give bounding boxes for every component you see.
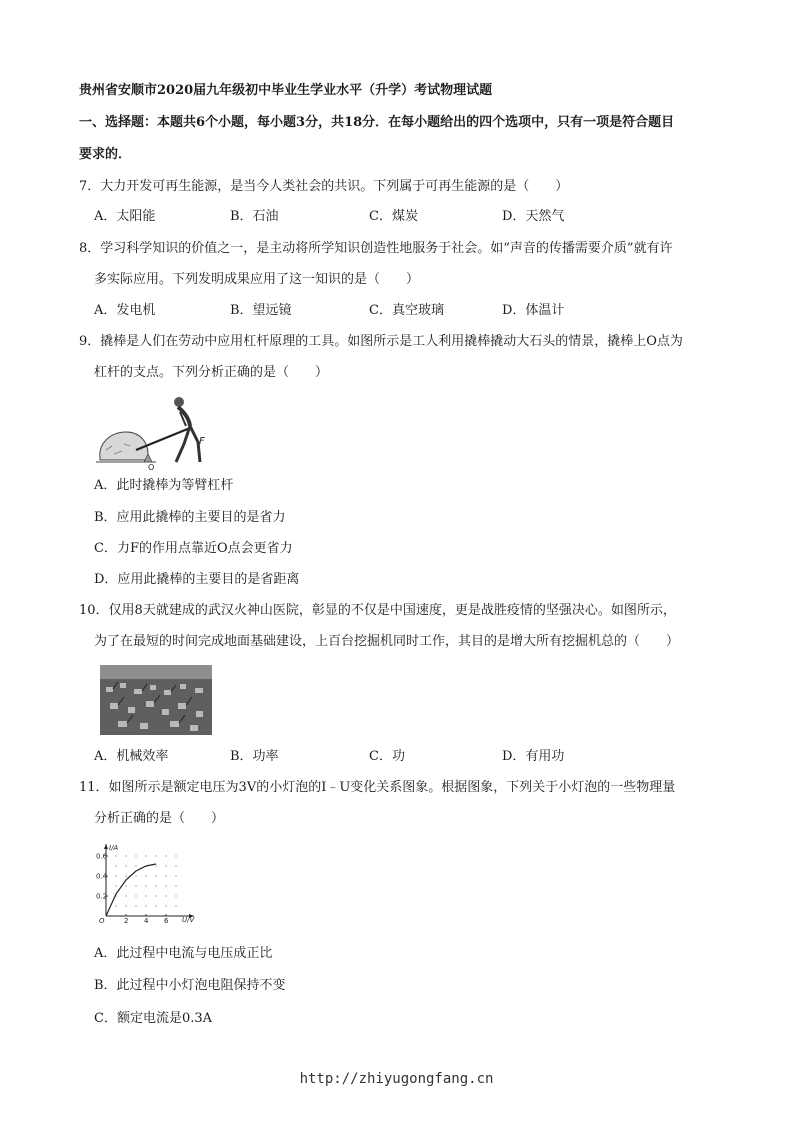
grid-dot bbox=[115, 885, 116, 886]
q7-option-a[interactable]: A．太阳能 bbox=[94, 209, 156, 224]
grid-dot bbox=[125, 855, 126, 856]
question-10-stem-line2: 为了在最短的时间完成地面基础建设，上百台挖掘机同时工作，其目的是增大所有挖掘机总的（ ） bbox=[94, 634, 680, 649]
q8-option-b[interactable]: B．望远镜 bbox=[230, 303, 292, 318]
grid-dot bbox=[175, 865, 176, 866]
grid-dot bbox=[145, 895, 146, 896]
q10-option-a[interactable]: A．机械效率 bbox=[94, 749, 169, 764]
grid-dot bbox=[165, 875, 166, 876]
y-axis-label: I/A bbox=[109, 844, 119, 852]
grid-dot bbox=[115, 905, 116, 906]
q7-option-b[interactable]: B．石油 bbox=[230, 209, 279, 224]
q11-option-c[interactable]: C．额定电流是0.3A bbox=[94, 1011, 213, 1026]
footer-url[interactable]: http://zhiyugongfang.cn bbox=[299, 1071, 494, 1087]
q9-option-a[interactable]: A．此时撬棒为等臂杠杆 bbox=[94, 478, 234, 493]
force-f-label: F bbox=[199, 436, 205, 447]
question-9-stem-line1: 9．撬棒是人们在劳动中应用杠杆原理的工具。如图所示是工人利用撬棒撬动大石头的情景，撬棒上O点为 bbox=[79, 334, 683, 349]
page-title: 贵州省安顺市2020届九年级初中毕业生学业水平（升学）考试物理试题 bbox=[79, 83, 493, 98]
grid-dot bbox=[145, 905, 146, 906]
grid-dot bbox=[115, 865, 116, 866]
section-instructions-line1: 一、选择题：本题共6个小题，每小题3分，共18分．在每小题给出的四个选项中，只有一项是符合题目 bbox=[79, 115, 675, 130]
grid-dot bbox=[175, 885, 176, 886]
grid-dot bbox=[165, 855, 166, 856]
q7-option-c[interactable]: C．煤炭 bbox=[369, 209, 418, 224]
grid-dot bbox=[165, 885, 166, 886]
grid-dot bbox=[155, 865, 156, 866]
q7-option-d[interactable]: D．天然气 bbox=[502, 209, 565, 224]
grid-dot bbox=[135, 895, 136, 896]
excavators-photo bbox=[100, 665, 212, 735]
grid-dot bbox=[135, 865, 136, 866]
grid-dot bbox=[175, 875, 176, 876]
question-7-stem: 7．大力开发可再生能源，是当今人类社会的共识。下列属于可再生能源的是（ ） bbox=[79, 179, 569, 194]
grid-dot bbox=[135, 885, 136, 886]
grid-dot bbox=[145, 855, 146, 856]
grid-dot bbox=[155, 875, 156, 876]
grid-dot bbox=[125, 865, 126, 866]
grid-dot bbox=[155, 855, 156, 856]
question-8-stem-line1: 8．学习科学知识的价值之一，是主动将所学知识创造性地服务于社会。如“声音的传播需要介质”就有许 bbox=[79, 241, 673, 256]
question-9-stem-line2: 杠杆的支点。下列分析正确的是（ ） bbox=[94, 365, 329, 380]
grid-dot bbox=[135, 875, 136, 876]
q9-option-c[interactable]: C．力F的作用点靠近O点会更省力 bbox=[94, 541, 293, 556]
y-tick-label: 0.4 bbox=[96, 872, 108, 881]
section-instructions-line2: 要求的． bbox=[79, 147, 132, 162]
boulder-shape bbox=[100, 432, 148, 460]
iu-graph-chart bbox=[96, 840, 200, 924]
q11-option-a[interactable]: A．此过程中电流与电压成正比 bbox=[94, 946, 273, 961]
question-8-stem-line2: 多实际应用。下列发明成果应用了这一知识的是（ ） bbox=[94, 272, 420, 287]
grid-dot bbox=[155, 885, 156, 886]
question-10-stem-line1: 10．仅用8天就建成的武汉火神山医院，彰显的不仅是中国速度，更是战胜疫情的坚强决心。如图所示， bbox=[79, 603, 676, 618]
q8-option-a[interactable]: A．发电机 bbox=[94, 303, 156, 318]
grid-dot bbox=[125, 905, 126, 906]
grid-dot bbox=[125, 895, 126, 896]
grid-dot bbox=[115, 855, 116, 856]
fulcrum-o-label: O bbox=[148, 463, 155, 472]
q8-option-c[interactable]: C．真空玻璃 bbox=[369, 303, 444, 318]
q10-option-b[interactable]: B．功率 bbox=[230, 749, 279, 764]
question-11-stem-line2: 分析正确的是（ ） bbox=[94, 811, 225, 826]
iu-curve-series bbox=[106, 864, 156, 916]
q11-option-b[interactable]: B．此过程中小灯泡电阻保持不变 bbox=[94, 978, 286, 993]
q10-option-c[interactable]: C．功 bbox=[369, 749, 405, 764]
question-11-stem-line1: 11．如图所示是额定电压为3V的小灯泡的I﹣U变化关系图象。根据图象，下列关于小灯泡的一些物理量 bbox=[79, 780, 676, 795]
grid-dot bbox=[155, 895, 156, 896]
y-axis-arrow bbox=[104, 844, 108, 849]
grid-dot bbox=[145, 875, 146, 876]
q9-option-d[interactable]: D．应用此撬棒的主要目的是省距离 bbox=[94, 572, 300, 587]
origin-label: O bbox=[99, 917, 105, 924]
x-tick-label: 4 bbox=[144, 917, 149, 924]
grid-dot bbox=[175, 905, 176, 906]
grid-dot bbox=[125, 875, 126, 876]
q9-option-b[interactable]: B．应用此撬棒的主要目的是省力 bbox=[94, 510, 286, 525]
worker-head bbox=[174, 397, 184, 407]
x-axis-label: U/V bbox=[182, 916, 195, 924]
y-tick-label: 0.2 bbox=[96, 892, 108, 901]
grid-dot bbox=[165, 865, 166, 866]
x-tick-label: 2 bbox=[124, 917, 129, 924]
grid-dot bbox=[165, 895, 166, 896]
grid-dot bbox=[175, 895, 176, 896]
grid-dot bbox=[155, 905, 156, 906]
grid-dot bbox=[145, 885, 146, 886]
grid-dot bbox=[175, 855, 176, 856]
grid-dot bbox=[125, 885, 126, 886]
grid-dot bbox=[165, 905, 166, 906]
y-tick-label: 0.6 bbox=[96, 852, 108, 861]
crowbar-worker-figure bbox=[94, 392, 214, 472]
grid-dot bbox=[115, 875, 116, 876]
grid-dot bbox=[135, 855, 136, 856]
grid-dot bbox=[135, 905, 136, 906]
q10-option-d[interactable]: D．有用功 bbox=[502, 749, 565, 764]
q8-option-d[interactable]: D．体温计 bbox=[502, 303, 565, 318]
x-tick-label: 6 bbox=[164, 917, 169, 924]
